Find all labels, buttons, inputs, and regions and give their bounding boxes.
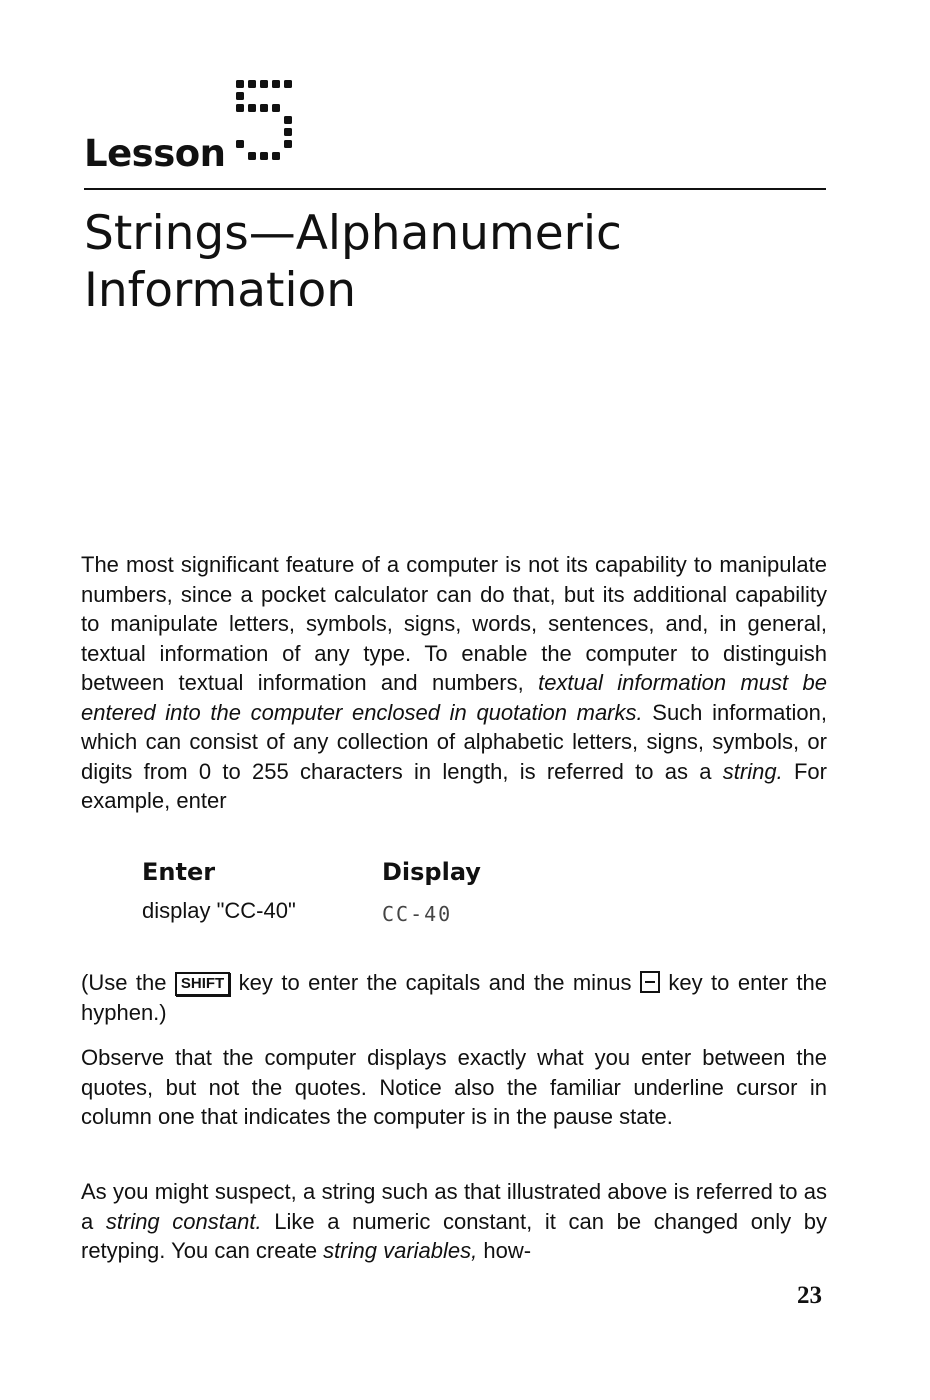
minus-key-icon — [640, 971, 660, 993]
lesson-number-dot-matrix — [226, 78, 306, 174]
term-string: string. — [722, 758, 783, 784]
example-display-value: CC-40 — [382, 902, 453, 926]
example-enter-value: display "CC-40" — [142, 898, 296, 923]
paragraph-observe: Observe that the computer displays exactly what you enter between the quotes, but not the quotes. Notice also the familiar underline cursor in column one that indicates the computer is in the pause state. — [81, 1045, 827, 1129]
lesson-label: Lesson — [84, 132, 226, 175]
emphasis-quotation-rule: textual information must be entered into the computer enclosed in quotation marks. — [81, 670, 827, 725]
term-string-variables: string variables, — [323, 1238, 478, 1263]
paragraph-key-instructions: (Use the SHIFT key to enter the capitals and the minus key to enter the hyphen.) — [81, 970, 827, 1025]
column-header-enter: Enter — [142, 858, 216, 886]
page-number: 23 — [797, 1282, 822, 1309]
column-header-display: Display — [382, 858, 481, 886]
paragraph-intro: The most significant feature of a computer is not its capability to manipulate numbers, since a pocket calculator can do that, but its additional capability to manipulate letters, symbols, signs, words, sentences, and, in general, textual information of any type. To enable the computer to distinguish between textual information and numbers, textual information must be entered into the computer enclosed in quotation marks. Such information, which can consist of any collection of alphabetic letters, signs, symbols, or digits from 0 to 255 characters in length, is referred to as a string. For example, enter — [81, 552, 828, 813]
paragraph-string-constant: As you might suspect, a string such as that illustrated above is referred to as a string constant. Like a numeric constant, it can be changed only by retyping. You can create string variables, how- — [81, 1179, 827, 1263]
title-divider — [84, 188, 826, 190]
chapter-title: Strings—Alphanumeric Information — [84, 206, 622, 318]
term-string-constant: string constant. — [105, 1208, 262, 1234]
shift-key: SHIFT — [175, 972, 230, 996]
